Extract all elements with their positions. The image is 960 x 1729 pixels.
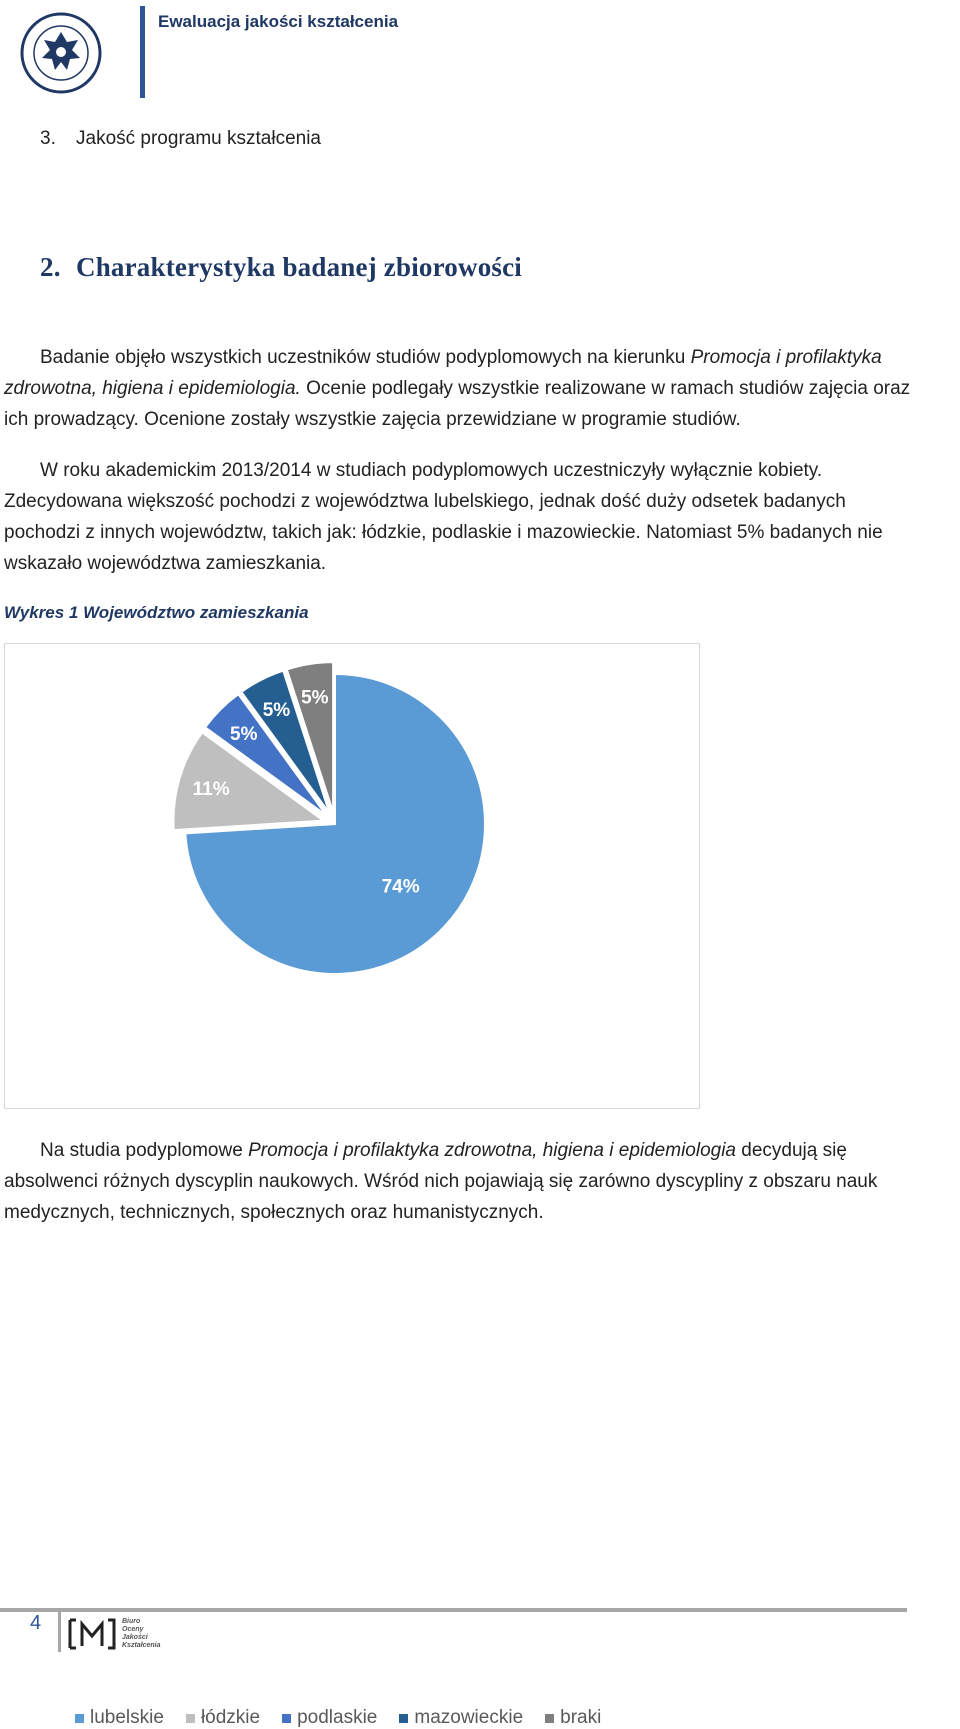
pie-label-mazowieckie: 5% (262, 700, 291, 722)
paragraph-3 (4, 1135, 958, 1228)
legend-swatch (399, 1714, 408, 1723)
heading-number: 2. (40, 252, 61, 282)
legend-label: łódzkie (200, 1707, 261, 1728)
text-line: ich prowadzący. Ocenione zostały wszystkie zajęcia przewidziane w programie studiów. (4, 409, 741, 430)
logo-line-3: Jakości (122, 1634, 148, 1641)
text-line: wskazało województwa zamieszkania. (4, 553, 327, 574)
legend-item-braki (545, 1707, 601, 1729)
legend-swatch (282, 1714, 291, 1723)
pie-label-łódzkie: 11% (192, 779, 230, 801)
pie-label-braki: 5% (301, 687, 329, 709)
page-header (0, 0, 960, 100)
section-number: 3. (40, 128, 56, 149)
legend-item-łódzkie (186, 1707, 260, 1729)
chart-legend (75, 1707, 601, 1729)
text-run: Badanie objęło wszystkich uczestników studiów podyplomowych na kierunku (40, 347, 691, 368)
legend-item-mazowieckie (399, 1707, 523, 1729)
quality-office-logo (68, 1614, 178, 1654)
text-line: W roku akademickim 2013/2014 w studiach podyplomowych uczestniczyły wyłącznie kobiety. (40, 460, 823, 481)
legend-label: podlaskie (297, 1707, 378, 1728)
page-number: 4 (30, 1612, 42, 1634)
legend-label: braki (560, 1707, 602, 1728)
text-line: Zdecydowana większość pochodzi z województwa lubelskiego, jednak dość duży odsetek badanych (4, 491, 846, 512)
pie-label-lubelskie: 74% (381, 876, 420, 898)
text-run: Na studia podyplomowe (40, 1140, 249, 1161)
legend-item-lubelskie (75, 1707, 164, 1729)
legend-swatch (545, 1714, 554, 1723)
text-line: pochodzi z innych województw, takich jak: łódzkie, podlaskie i mazowieckie. Natomiast 5% badanych nie (4, 522, 883, 543)
legend-item-podlaskie (282, 1707, 377, 1729)
paragraph-2 (4, 455, 958, 579)
legend-swatch (75, 1714, 84, 1723)
paragraph-1 (4, 342, 958, 435)
page-heading (40, 252, 522, 283)
text-line: medycznych, technicznych, społecznych oraz humanistycznych. (4, 1202, 544, 1223)
text-run: Ocenie podlegały wszystkie realizowane w ramach studiów zajęcia oraz (300, 378, 911, 399)
section-title: Jakość programu kształcenia (76, 128, 321, 149)
logo-line-2: Oceny (122, 1626, 144, 1633)
header-divider (140, 6, 145, 98)
legend-swatch (186, 1714, 195, 1723)
footer-rule (0, 1608, 907, 1612)
legend-label: lubelskie (90, 1707, 164, 1728)
pie-label-podlaskie: 5% (230, 723, 258, 745)
italic-run: zdrowotna, higiena i epidemiologia. (4, 378, 301, 399)
heading-title: Charakterystyka badanej zbiorowości (76, 252, 523, 282)
text-line: absolwenci różnych dyscyplin naukowych. Wśród nich pojawiają się zarówno dyscypliny z obszaru nauk (4, 1171, 878, 1192)
legend-label: mazowieckie (414, 1707, 524, 1728)
figure-caption: Wykres 1 Województwo zamieszkania (4, 603, 309, 622)
logo-line-1: Biuro (122, 1618, 141, 1625)
text-run: decydują się (736, 1140, 847, 1161)
footer-divider (58, 1612, 61, 1652)
header-title: Ewaluacja jakości kształcenia (158, 12, 399, 31)
pie-chart (5, 644, 699, 1108)
italic-run: Promocja i profilaktyka (690, 347, 882, 368)
italic-run: Promocja i profilaktyka zdrowotna, higiena i epidemiologia (248, 1140, 737, 1161)
university-seal-logo (20, 12, 102, 94)
logo-line-4: Kształcenia (122, 1642, 161, 1649)
section-3-heading (40, 128, 321, 150)
